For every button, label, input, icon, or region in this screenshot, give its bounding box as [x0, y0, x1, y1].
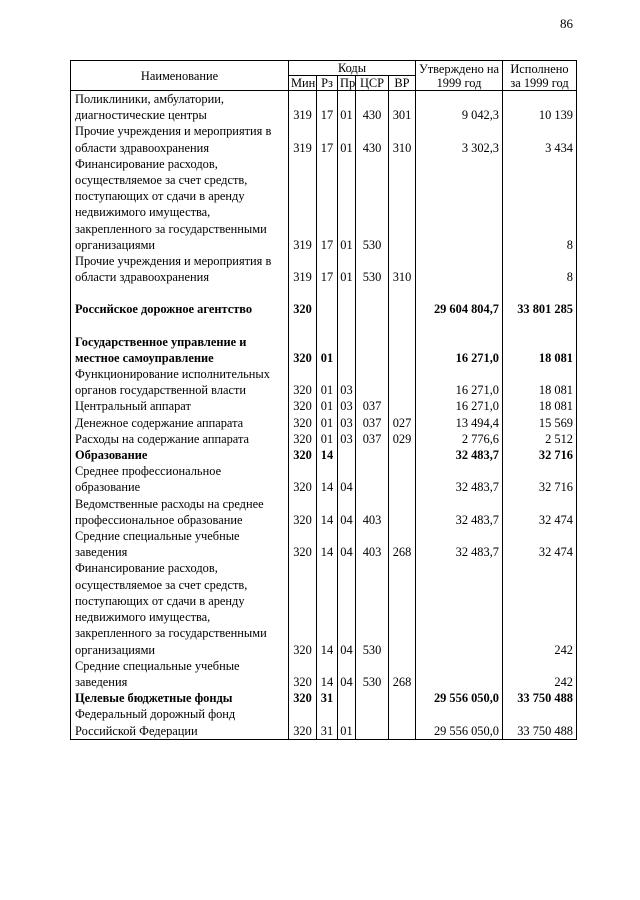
code-csr: 530 [356, 658, 389, 690]
header-min: Мин [289, 76, 317, 91]
approved-amount [416, 156, 503, 253]
approved-amount: 2 776,6 [416, 431, 503, 447]
code-pr: 03 [338, 431, 356, 447]
code-vr: 027 [389, 415, 416, 431]
table-row [71, 463, 577, 495]
row-name: Средние специальные учебные заведения [71, 528, 289, 560]
spacer-cell [71, 285, 289, 301]
spacer-cell [356, 285, 389, 301]
code-pr: 01 [338, 156, 356, 253]
executed-amount: 18 081 [503, 334, 577, 366]
code-rz: 14 [317, 463, 338, 495]
code-pr: 04 [338, 496, 356, 528]
code-rz: 17 [317, 253, 338, 285]
executed-amount: 18 081 [503, 366, 577, 398]
code-pr: 03 [338, 398, 356, 414]
code-rz: 01 [317, 415, 338, 431]
executed-amount: 32 716 [503, 463, 577, 495]
budget-table [70, 60, 577, 740]
code-min: 320 [289, 658, 317, 690]
code-pr: 01 [338, 253, 356, 285]
approved-amount: 29 604 804,7 [416, 301, 503, 317]
spacer-cell [503, 318, 577, 334]
table-header [71, 61, 577, 91]
executed-amount: 8 [503, 156, 577, 253]
spacer-cell [289, 318, 317, 334]
header-executed: Исполнено за 1999 год [503, 61, 577, 91]
executed-amount: 15 569 [503, 415, 577, 431]
code-vr [389, 496, 416, 528]
row-name: Денежное содержание аппарата [71, 415, 289, 431]
code-pr [338, 690, 356, 706]
approved-amount: 32 483,7 [416, 496, 503, 528]
code-rz: 31 [317, 690, 338, 706]
code-csr: 403 [356, 528, 389, 560]
spacer-cell [503, 285, 577, 301]
code-rz: 17 [317, 156, 338, 253]
executed-amount: 33 801 285 [503, 301, 577, 317]
header-csr: ЦСР [356, 76, 389, 91]
code-csr [356, 447, 389, 463]
executed-amount: 32 474 [503, 528, 577, 560]
executed-amount: 18 081 [503, 398, 577, 414]
code-csr: 530 [356, 156, 389, 253]
header-name: Наименование [71, 61, 289, 91]
code-rz: 14 [317, 496, 338, 528]
code-vr: 029 [389, 431, 416, 447]
table-row [71, 253, 577, 285]
approved-amount [416, 253, 503, 285]
code-csr: 530 [356, 560, 389, 657]
code-pr: 04 [338, 658, 356, 690]
code-rz: 01 [317, 431, 338, 447]
approved-amount: 13 494,4 [416, 415, 503, 431]
header-approved: Утверждено на 1999 год [416, 61, 503, 91]
executed-amount: 32 474 [503, 496, 577, 528]
code-rz: 14 [317, 560, 338, 657]
row-name: Федеральный дорожный фонд Российской Федерации [71, 706, 289, 739]
row-name: Прочие учреждения и мероприятия в области здравоохранения [71, 253, 289, 285]
code-rz: 01 [317, 398, 338, 414]
code-csr: 037 [356, 398, 389, 414]
code-vr [389, 447, 416, 463]
spacer-row [71, 285, 577, 301]
code-min: 320 [289, 431, 317, 447]
code-min: 319 [289, 253, 317, 285]
row-name: Финансирование расходов, осуществляемое за счет средств, поступающих от сдачи в аренду недвижимого имущества, закрепленного за государственными организациями [71, 560, 289, 657]
code-min: 320 [289, 301, 317, 317]
row-name: Средние специальные учебные заведения [71, 658, 289, 690]
table-row [71, 334, 577, 366]
executed-amount: 10 139 [503, 91, 577, 124]
code-csr [356, 301, 389, 317]
code-vr: 268 [389, 528, 416, 560]
code-min: 319 [289, 123, 317, 155]
executed-amount: 8 [503, 253, 577, 285]
table-row [71, 91, 577, 124]
spacer-cell [289, 285, 317, 301]
code-pr: 03 [338, 366, 356, 398]
code-min: 319 [289, 91, 317, 124]
code-pr: 04 [338, 463, 356, 495]
spacer-cell [389, 285, 416, 301]
code-rz: 14 [317, 658, 338, 690]
code-csr [356, 463, 389, 495]
code-rz: 14 [317, 447, 338, 463]
executed-amount: 242 [503, 658, 577, 690]
row-name: Российское дорожное агентство [71, 301, 289, 317]
code-min: 320 [289, 366, 317, 398]
spacer-cell [416, 318, 503, 334]
approved-amount: 16 271,0 [416, 366, 503, 398]
executed-amount: 32 716 [503, 447, 577, 463]
code-pr: 01 [338, 123, 356, 155]
code-min: 320 [289, 496, 317, 528]
code-vr [389, 463, 416, 495]
header-vr: ВР [389, 76, 416, 91]
spacer-row [71, 318, 577, 334]
spacer-cell [416, 285, 503, 301]
code-min: 320 [289, 560, 317, 657]
row-name: Среднее профессиональное образование [71, 463, 289, 495]
executed-amount: 2 512 [503, 431, 577, 447]
table-row [71, 366, 577, 398]
code-csr: 037 [356, 415, 389, 431]
row-name: Расходы на содержание аппарата [71, 431, 289, 447]
approved-amount: 3 302,3 [416, 123, 503, 155]
table-row [71, 447, 577, 463]
code-pr: 04 [338, 560, 356, 657]
code-csr [356, 334, 389, 366]
approved-amount: 16 271,0 [416, 334, 503, 366]
code-csr: 403 [356, 496, 389, 528]
approved-amount: 32 483,7 [416, 528, 503, 560]
page-number: 86 [560, 16, 573, 31]
row-name: Ведомственные расходы на среднее профессиональное образование [71, 496, 289, 528]
table-row [71, 706, 577, 739]
spacer-cell [338, 285, 356, 301]
code-rz [317, 301, 338, 317]
code-vr [389, 334, 416, 366]
code-vr: 301 [389, 91, 416, 124]
executed-amount: 242 [503, 560, 577, 657]
code-min: 320 [289, 415, 317, 431]
approved-amount: 29 556 050,0 [416, 706, 503, 739]
code-vr [389, 560, 416, 657]
code-vr [389, 398, 416, 414]
code-rz: 14 [317, 528, 338, 560]
code-pr: 01 [338, 706, 356, 739]
table-row [71, 496, 577, 528]
code-pr [338, 447, 356, 463]
spacer-cell [317, 285, 338, 301]
code-rz: 17 [317, 91, 338, 124]
approved-amount: 32 483,7 [416, 447, 503, 463]
spacer-cell [71, 318, 289, 334]
code-vr [389, 366, 416, 398]
code-csr: 430 [356, 123, 389, 155]
spacer-cell [389, 318, 416, 334]
code-rz: 01 [317, 334, 338, 366]
code-vr [389, 690, 416, 706]
code-rz: 17 [317, 123, 338, 155]
code-vr: 268 [389, 658, 416, 690]
executed-amount: 3 434 [503, 123, 577, 155]
spacer-cell [338, 318, 356, 334]
table-row [71, 431, 577, 447]
code-pr: 04 [338, 528, 356, 560]
approved-amount: 29 556 050,0 [416, 690, 503, 706]
approved-amount: 9 042,3 [416, 91, 503, 124]
code-min: 320 [289, 447, 317, 463]
row-name: Центральный аппарат [71, 398, 289, 414]
code-vr [389, 706, 416, 739]
code-vr [389, 156, 416, 253]
approved-amount [416, 658, 503, 690]
row-name: Целевые бюджетные фонды [71, 690, 289, 706]
code-pr: 01 [338, 91, 356, 124]
row-name: Образование [71, 447, 289, 463]
executed-amount: 33 750 488 [503, 706, 577, 739]
code-min: 320 [289, 398, 317, 414]
table-row [71, 658, 577, 690]
code-min: 320 [289, 334, 317, 366]
table-body [71, 91, 577, 740]
table-row [71, 123, 577, 155]
code-csr [356, 690, 389, 706]
code-pr [338, 334, 356, 366]
header-rz: Рз [317, 76, 338, 91]
code-min: 320 [289, 706, 317, 739]
header-codes: Коды [289, 61, 416, 76]
table-row [71, 690, 577, 706]
approved-amount: 16 271,0 [416, 398, 503, 414]
spacer-cell [356, 318, 389, 334]
code-pr: 03 [338, 415, 356, 431]
code-csr: 430 [356, 91, 389, 124]
row-name: Прочие учреждения и мероприятия в области здравоохранения [71, 123, 289, 155]
code-csr [356, 706, 389, 739]
code-min: 320 [289, 463, 317, 495]
table-row [71, 156, 577, 253]
table-row [71, 560, 577, 657]
code-min: 319 [289, 156, 317, 253]
row-name: Поликлиники, амбулатории, диагностические центры [71, 91, 289, 124]
approved-amount: 32 483,7 [416, 463, 503, 495]
spacer-cell [317, 318, 338, 334]
code-csr: 037 [356, 431, 389, 447]
table-row [71, 528, 577, 560]
row-name: Функционирование исполнительных органов государственной власти [71, 366, 289, 398]
code-pr [338, 301, 356, 317]
table-row [71, 301, 577, 317]
header-pr: Пр [338, 76, 356, 91]
table-row [71, 398, 577, 414]
code-min: 320 [289, 528, 317, 560]
code-vr [389, 301, 416, 317]
code-vr: 310 [389, 253, 416, 285]
row-name: Финансирование расходов, осуществляемое за счет средств, поступающих от сдачи в аренду недвижимого имущества, закрепленного за государственными организациями [71, 156, 289, 253]
code-vr: 310 [389, 123, 416, 155]
approved-amount [416, 560, 503, 657]
code-rz: 31 [317, 706, 338, 739]
code-min: 320 [289, 690, 317, 706]
code-rz: 01 [317, 366, 338, 398]
code-csr [356, 366, 389, 398]
table-row [71, 415, 577, 431]
executed-amount: 33 750 488 [503, 690, 577, 706]
code-csr: 530 [356, 253, 389, 285]
row-name: Государственное управление и местное самоуправление [71, 334, 289, 366]
